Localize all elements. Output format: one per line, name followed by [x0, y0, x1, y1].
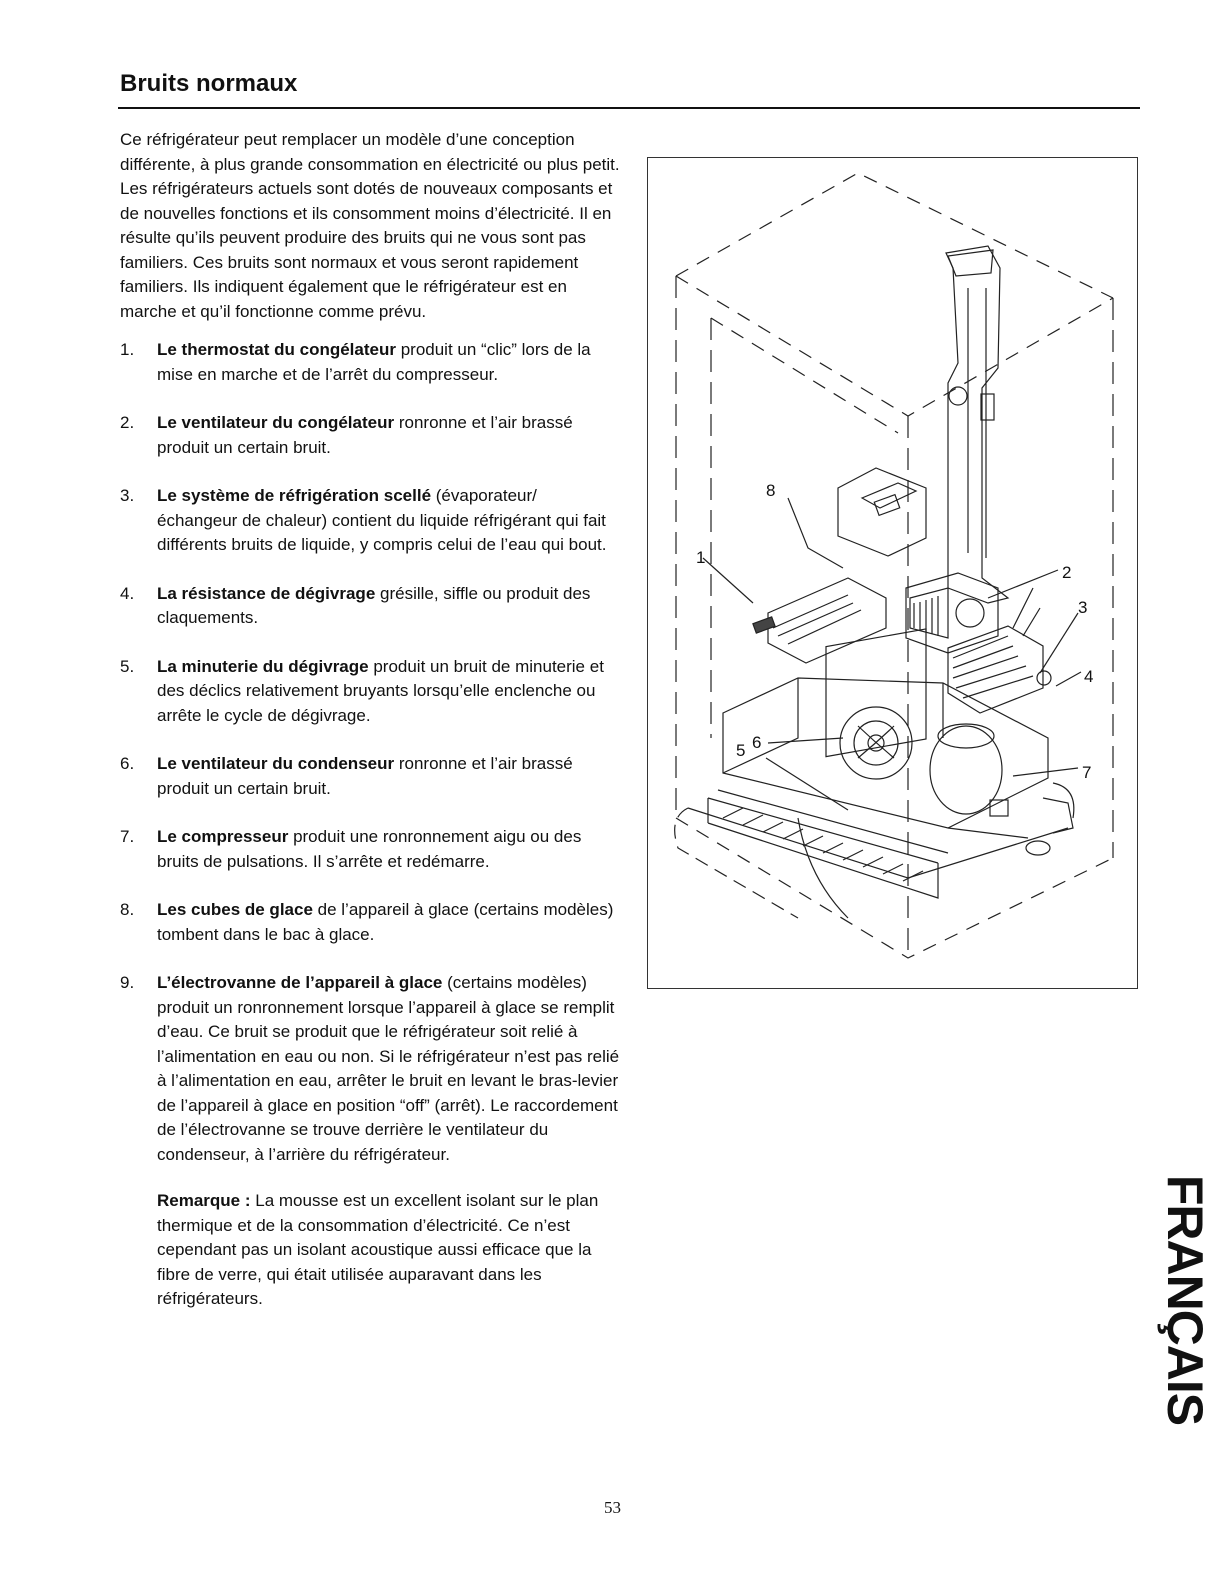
list-item: [120, 338, 620, 387]
list-item: [120, 898, 620, 947]
item-description: ronronne et l’air brassé produit un certain bruit.: [157, 754, 573, 798]
item-term: La minuterie du dégivrage: [157, 656, 369, 676]
callout-5: 5: [736, 741, 746, 760]
page-title: Bruits normaux: [120, 70, 298, 97]
refrigerator-illustration: [648, 158, 1139, 990]
item-number: 1.: [120, 340, 135, 359]
item-term: Le système de réfrigération scellé: [157, 486, 432, 505]
note-paragraph: [120, 1189, 620, 1312]
list-item: [120, 971, 620, 1167]
item-term: Le thermostat du congélateur: [157, 340, 396, 359]
title-divider: [118, 107, 1140, 109]
item-description: ronronne et l’air brassé produit un certain bruit.: [157, 413, 573, 457]
callout-2: 2: [1062, 563, 1072, 582]
item-number: 8.: [120, 900, 135, 919]
item-description: grésille, siffle ou produit des claquements.: [157, 583, 591, 627]
noise-list: [120, 338, 620, 1167]
item-term: L’électrovanne de l’appareil à glace: [157, 973, 443, 992]
list-item: [120, 752, 620, 801]
list-item: [120, 825, 620, 874]
list-item: [120, 655, 620, 729]
item-description: produit un “clic” lors de la mise en marche et de l’arrêt du compresseur.: [157, 340, 591, 384]
item-description: de l’appareil à glace (certains modèles) tombent dans le bac à glace.: [157, 900, 614, 944]
page-number: 53: [604, 1498, 621, 1517]
list-item: [120, 582, 620, 631]
callout-6: 6: [752, 733, 762, 752]
callout-1: 1: [696, 548, 706, 567]
item-number: 6.: [120, 754, 135, 773]
item-description: produit un bruit de minuterie et des déclics relativement bruyants lorsqu’elle enclenche ou arrête le cycle de dégivrage.: [157, 656, 604, 725]
item-number: 2.: [120, 413, 135, 432]
callout-3: 3: [1078, 598, 1088, 617]
note-label: Remarque :: [157, 1191, 251, 1210]
item-number: 4.: [120, 583, 135, 603]
callout-7: 7: [1082, 763, 1092, 782]
item-number: 7.: [120, 827, 135, 846]
refrigerator-diagram: [647, 157, 1138, 989]
note-text: La mousse est un excellent isolant sur le plan thermique et de la consommation d’électricité. Ce n’est cependant pas un isolant acoustique aussi efficace que la fibre de verre, qui était utilisée auparavant dans les réfrigérateurs.: [157, 1191, 599, 1308]
language-tab-label: FRANÇAIS: [1157, 1174, 1213, 1426]
item-term: Le ventilateur du condenseur: [157, 754, 395, 773]
callout-8: 8: [766, 481, 776, 500]
item-term: La résistance de dégivrage: [157, 583, 376, 603]
item-term: Les cubes de glace: [157, 900, 313, 919]
language-tab: [1155, 1170, 1215, 1430]
callout-4: 4: [1084, 667, 1094, 686]
item-description: (évaporateur/ échangeur de chaleur) contient du liquide réfrigérant qui fait différents bruits de liquide, y compris celui de l’eau qui bout.: [157, 486, 607, 554]
main-text: [120, 128, 620, 1312]
item-number: 3.: [120, 486, 135, 505]
list-item: [120, 411, 620, 460]
item-description: (certains modèles) produit un ronronnement lorsque l’appareil à glace se remplit d’eau. Ce bruit se produit que le réfrigérateur soit relié à l’alimentation en eau ou non. Si le réfrigérateur n’est pas relié à l’alimentation en eau, arrêter le bruit en levant le bras-levier de l’appareil à glace en position “off” (arrêt). Le raccordement de l’électrovanne se trouve derrière le ventilateur du condenseur, à l’arrière du réfrigérateur.: [157, 973, 620, 1164]
list-item: [120, 484, 620, 558]
item-term: Le ventilateur du congélateur: [157, 413, 395, 432]
item-number: 5.: [120, 656, 135, 676]
item-term: Le compresseur: [157, 827, 289, 846]
intro-paragraph: Ce réfrigérateur peut remplacer un modèle d’une conception différente, à plus grande consommation en électricité ou plus petit. Les réfrigérateurs actuels sont dotés de nouveaux composants et de nouvelles fonctions et ils consomment moins d’électricité. Il en résulte qu’ils peuvent produire des bruits qui ne vous sont pas familiers. Ces bruits sont normaux et vous seront rapidement familiers. Ils indiquent également que le réfrigérateur est en marche et qu’il fonctionne comme prévu.: [120, 130, 620, 321]
item-number: 9.: [120, 973, 135, 992]
item-description: produit une ronronnement aigu ou des bruits de pulsations. Il s’arrête et redémarre.: [157, 827, 582, 871]
